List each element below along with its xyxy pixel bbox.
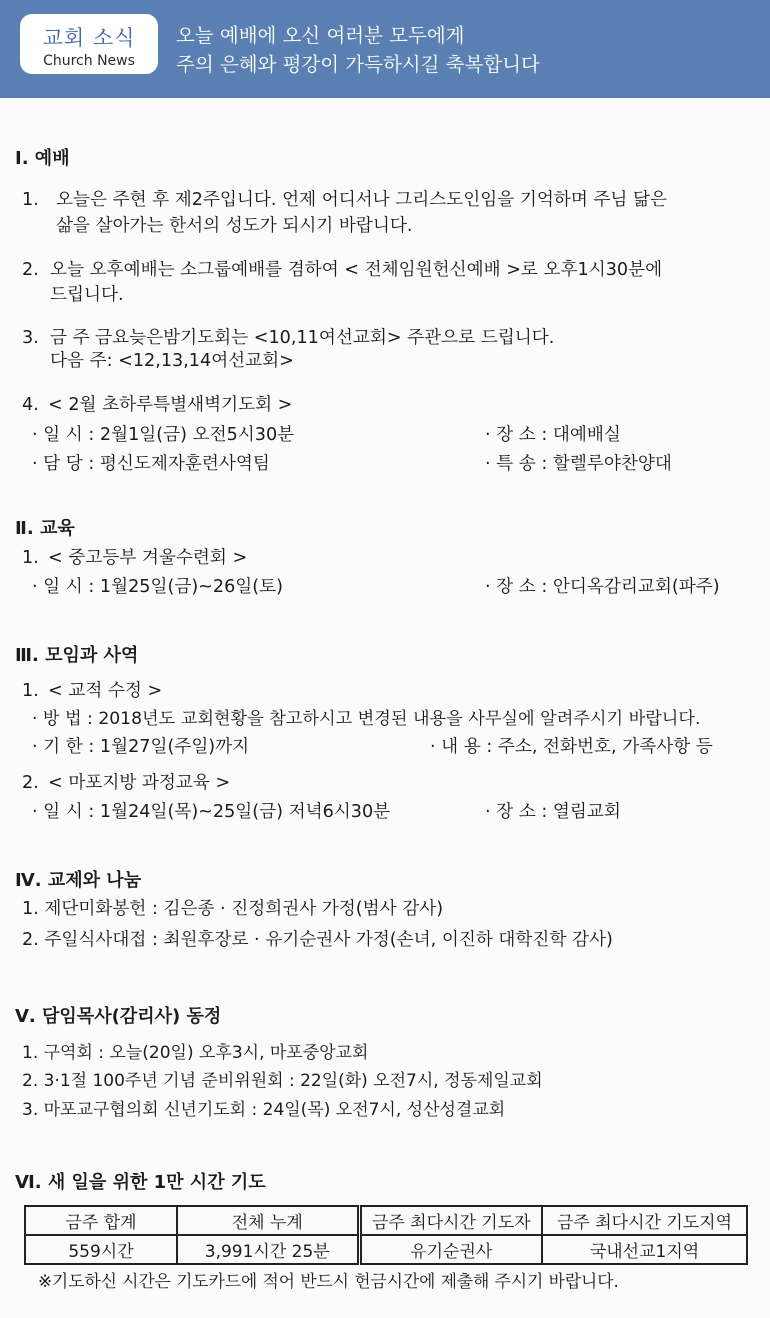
header-top-prayer: 금주 최다시간 기도자: [359, 1206, 542, 1235]
greeting-line-2: 주의 은혜와 평강이 가득하시길 축복합니다: [176, 53, 540, 76]
s5-line-2: 2. 3·1절 100주년 기념 준비위원회 : 22일(화) 오전7시, 정동제일교회: [22, 1071, 543, 1091]
s3-item2-date: · 일 시 : 1월24일(목)~25일(금) 저녁6시30분: [32, 802, 391, 822]
header-top-region: 금주 최다시간 기도지역: [542, 1206, 747, 1235]
s5-line-3: 3. 마포교구협의회 신년기도회 : 24일(목) 오전7시, 성산성결교회: [22, 1100, 506, 1120]
table-header-row: [25, 1206, 747, 1235]
s1-item1-line2: 삶을 살아가는 한서의 성도가 되시기 바랍니다.: [56, 216, 413, 236]
table-row: [25, 1235, 747, 1264]
badge-subtitle: Church News: [43, 53, 135, 69]
prayer-note: ※기도하신 시간은 기도카드에 적어 반드시 헌금시간에 제출해 주시기 바랍니다.: [38, 1271, 619, 1291]
value-weekly-total: 559시간: [25, 1235, 177, 1264]
s2-item1-date: · 일 시 : 1월25일(금)~26일(토): [32, 577, 284, 597]
section-5-title: Ⅴ. 담임목사(감리사) 동정: [15, 1006, 222, 1027]
s1-item3-line1: 금 주 금요늦은밤기도회는 <10,11여선교회> 주관으로 드립니다.: [50, 328, 555, 348]
value-top-prayer: 유기순권사: [359, 1235, 542, 1264]
s1-item4-charge: · 담 당 : 평신도제자훈련사역팀: [32, 454, 270, 474]
s1-item2-line1: 오늘 오후예배는 소그룹예배를 겸하여 < 전체임원헌신예배 >로 오후1시30분에: [50, 260, 663, 280]
s2-item1-place: · 장 소 : 안디옥감리교회(파주): [485, 577, 720, 597]
section-4-title: Ⅳ. 교제와 나눔: [15, 870, 142, 891]
s3-item1-content: · 내 용 : 주소, 전화번호, 가족사항 등: [430, 737, 713, 757]
s1-item4-num: 4.: [22, 395, 39, 415]
s2-item1-num: 1.: [22, 548, 39, 568]
s1-item3-num: 3.: [22, 328, 39, 348]
s3-item1-deadline: · 기 한 : 1월27일(주일)까지: [32, 737, 250, 757]
s5-line-1: 1. 구역회 : 오늘(20일) 오후3시, 마포중앙교회: [22, 1043, 369, 1063]
church-news-badge: [20, 14, 158, 74]
header-banner: [0, 0, 770, 98]
section-1-title: Ⅰ. 예배: [15, 148, 70, 169]
s4-line-2: 2. 주일식사대접 : 최원후장로 · 유기순권사 가정(손녀, 이진하 대학진학 감사): [22, 930, 613, 950]
value-cumulative-total: 3,991시간 25분: [177, 1235, 359, 1264]
s3-item2-title: < 마포지방 과정교육 >: [48, 773, 231, 793]
s3-item1-num: 1.: [22, 681, 39, 701]
s1-item4-place: · 장 소 : 대예배실: [485, 425, 621, 445]
section-3-title: Ⅲ. 모임과 사역: [15, 645, 139, 666]
badge-title: 교회 소식: [42, 26, 136, 50]
s4-line-1: 1. 제단미화봉헌 : 김은종 · 진정희권사 가정(범사 감사): [22, 899, 444, 919]
header-weekly-total: 금주 합계: [25, 1206, 177, 1235]
s1-item4-title: < 2월 초하루특별새벽기도회 >: [48, 395, 293, 415]
greeting-line-1: 오늘 예배에 오신 여러분 모두에게: [176, 24, 465, 47]
s1-item3-line2: 다음 주: <12,13,14여선교회>: [50, 351, 294, 371]
s1-item4-date: · 일 시 : 2월1일(금) 오전5시30분: [32, 425, 295, 445]
s3-item1-title: < 교적 수정 >: [48, 681, 163, 701]
section-2-title: Ⅱ. 교육: [15, 518, 75, 539]
s1-item4-special-song: · 특 송 : 할렐루야찬양대: [485, 454, 672, 474]
s1-item1-num: 1.: [22, 190, 39, 210]
s2-item1-title: < 중고등부 겨울수련회 >: [48, 548, 248, 568]
s3-item1-method: · 방 법 : 2018년도 교회현황을 참고하시고 변경된 내용을 사무실에 알려주시기 바랍니다.: [32, 709, 701, 729]
section-6-title: Ⅵ. 새 일을 위한 1만 시간 기도: [15, 1172, 266, 1193]
prayer-hours-table: [24, 1205, 748, 1265]
header-cumulative-total: 전체 누계: [177, 1206, 359, 1235]
value-top-region: 국내선교1지역: [542, 1235, 747, 1264]
s1-item2-line2: 드립니다.: [50, 285, 124, 305]
s1-item2-num: 2.: [22, 260, 39, 280]
s3-item2-place: · 장 소 : 열림교회: [485, 802, 621, 822]
s1-item1-line1: 오늘은 주현 후 제2주입니다. 언제 어디서나 그리스도인임을 기억하며 주님 닮은: [56, 190, 667, 210]
s3-item2-num: 2.: [22, 773, 39, 793]
